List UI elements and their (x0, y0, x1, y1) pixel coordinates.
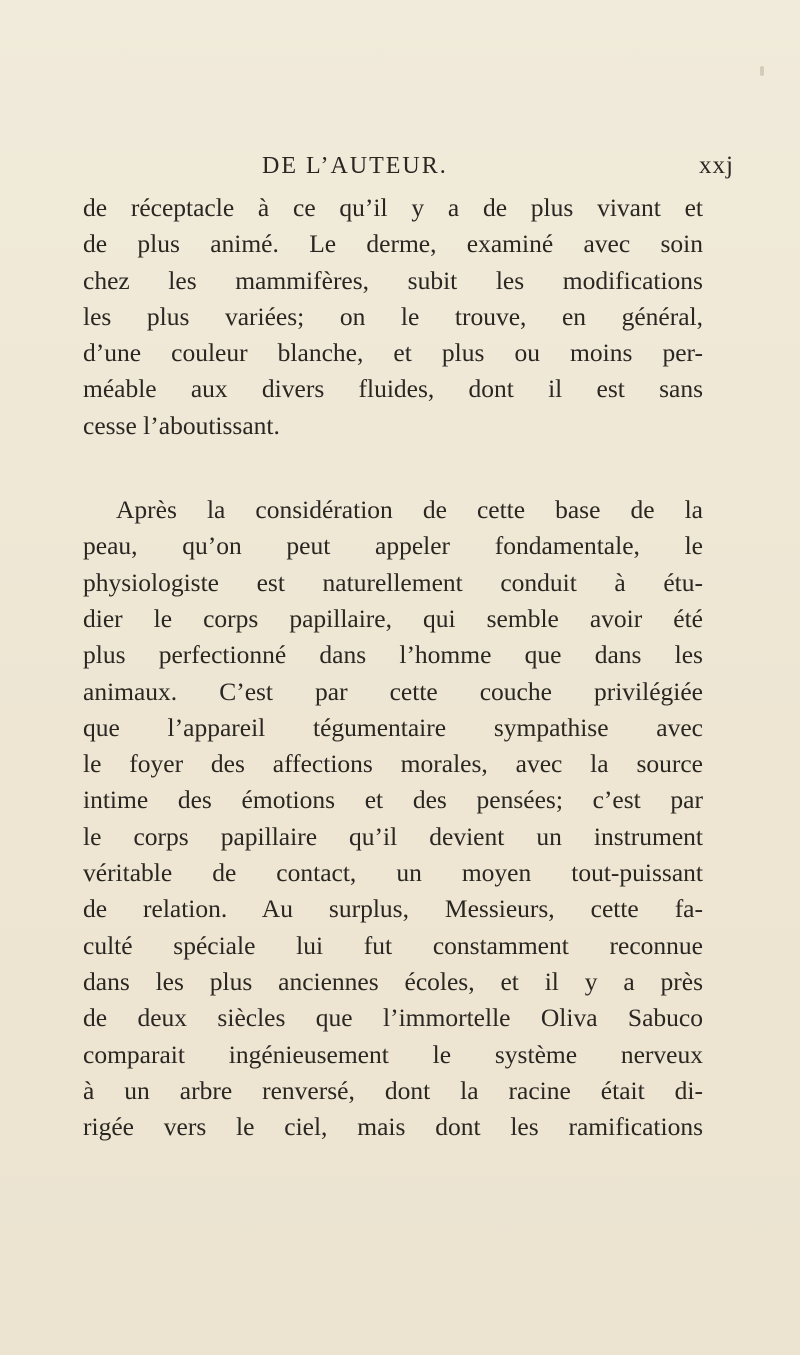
text-line: rigée vers le ciel, mais dont les ramifications (83, 1112, 703, 1142)
text-line: d’une couleur blanche, et plus ou moins per- (83, 338, 703, 368)
paper-mark (760, 66, 764, 76)
text-line: chez les mammifères, subit les modifications (83, 265, 703, 295)
text-line: comparait ingénieusement le système nerveux (83, 1039, 703, 1069)
page-header (0, 146, 800, 186)
text-line: peau, qu’on peut appeler fondamentale, le (83, 531, 703, 561)
text-line: de plus animé. Le derme, examiné avec soin (83, 229, 703, 259)
text-line: physiologiste est naturellement conduit à étu- (83, 567, 703, 597)
body-text (83, 190, 703, 1145)
text-line: méable aux divers fluides, dont il est sans (83, 374, 703, 404)
text-line: de deux siècles que l’immortelle Oliva Sabuco (83, 1003, 703, 1033)
text-line: cesse l’aboutissant. (83, 410, 280, 440)
text-line: intime des émotions et des pensées; c’est par (83, 785, 703, 815)
text-line: le foyer des affections morales, avec la source (83, 749, 703, 779)
paragraph-gap (83, 444, 703, 492)
text-line: plus perfectionné dans l’homme que dans les (83, 640, 703, 670)
page-number: xxj (699, 152, 734, 179)
running-head: DE L’AUTEUR. (262, 153, 448, 179)
text-line: que l’appareil tégumentaire sympathise avec (83, 712, 703, 742)
text-line: animaux. C’est par cette couche privilégiée (83, 676, 703, 706)
text-line: le corps papillaire qu’il devient un instrument (83, 821, 703, 851)
text-line: de réceptacle à ce qu’il y a de plus vivant et (83, 193, 703, 222)
text-line: à un arbre renversé, dont la racine était di- (83, 1075, 703, 1105)
text-line: dans les plus anciennes écoles, et il y a près (83, 966, 703, 996)
text-line: dier le corps papillaire, qui semble avoir été (83, 603, 703, 633)
text-line: les plus variées; on le trouve, en général, (83, 301, 703, 331)
text-line: Après la considération de cette base de la (116, 495, 703, 525)
text-line: culté spéciale lui fut constamment reconnue (83, 930, 703, 960)
text-line: de relation. Au surplus, Messieurs, cette fa- (83, 894, 703, 924)
text-line: véritable de contact, un moyen tout-puissant (83, 858, 703, 888)
